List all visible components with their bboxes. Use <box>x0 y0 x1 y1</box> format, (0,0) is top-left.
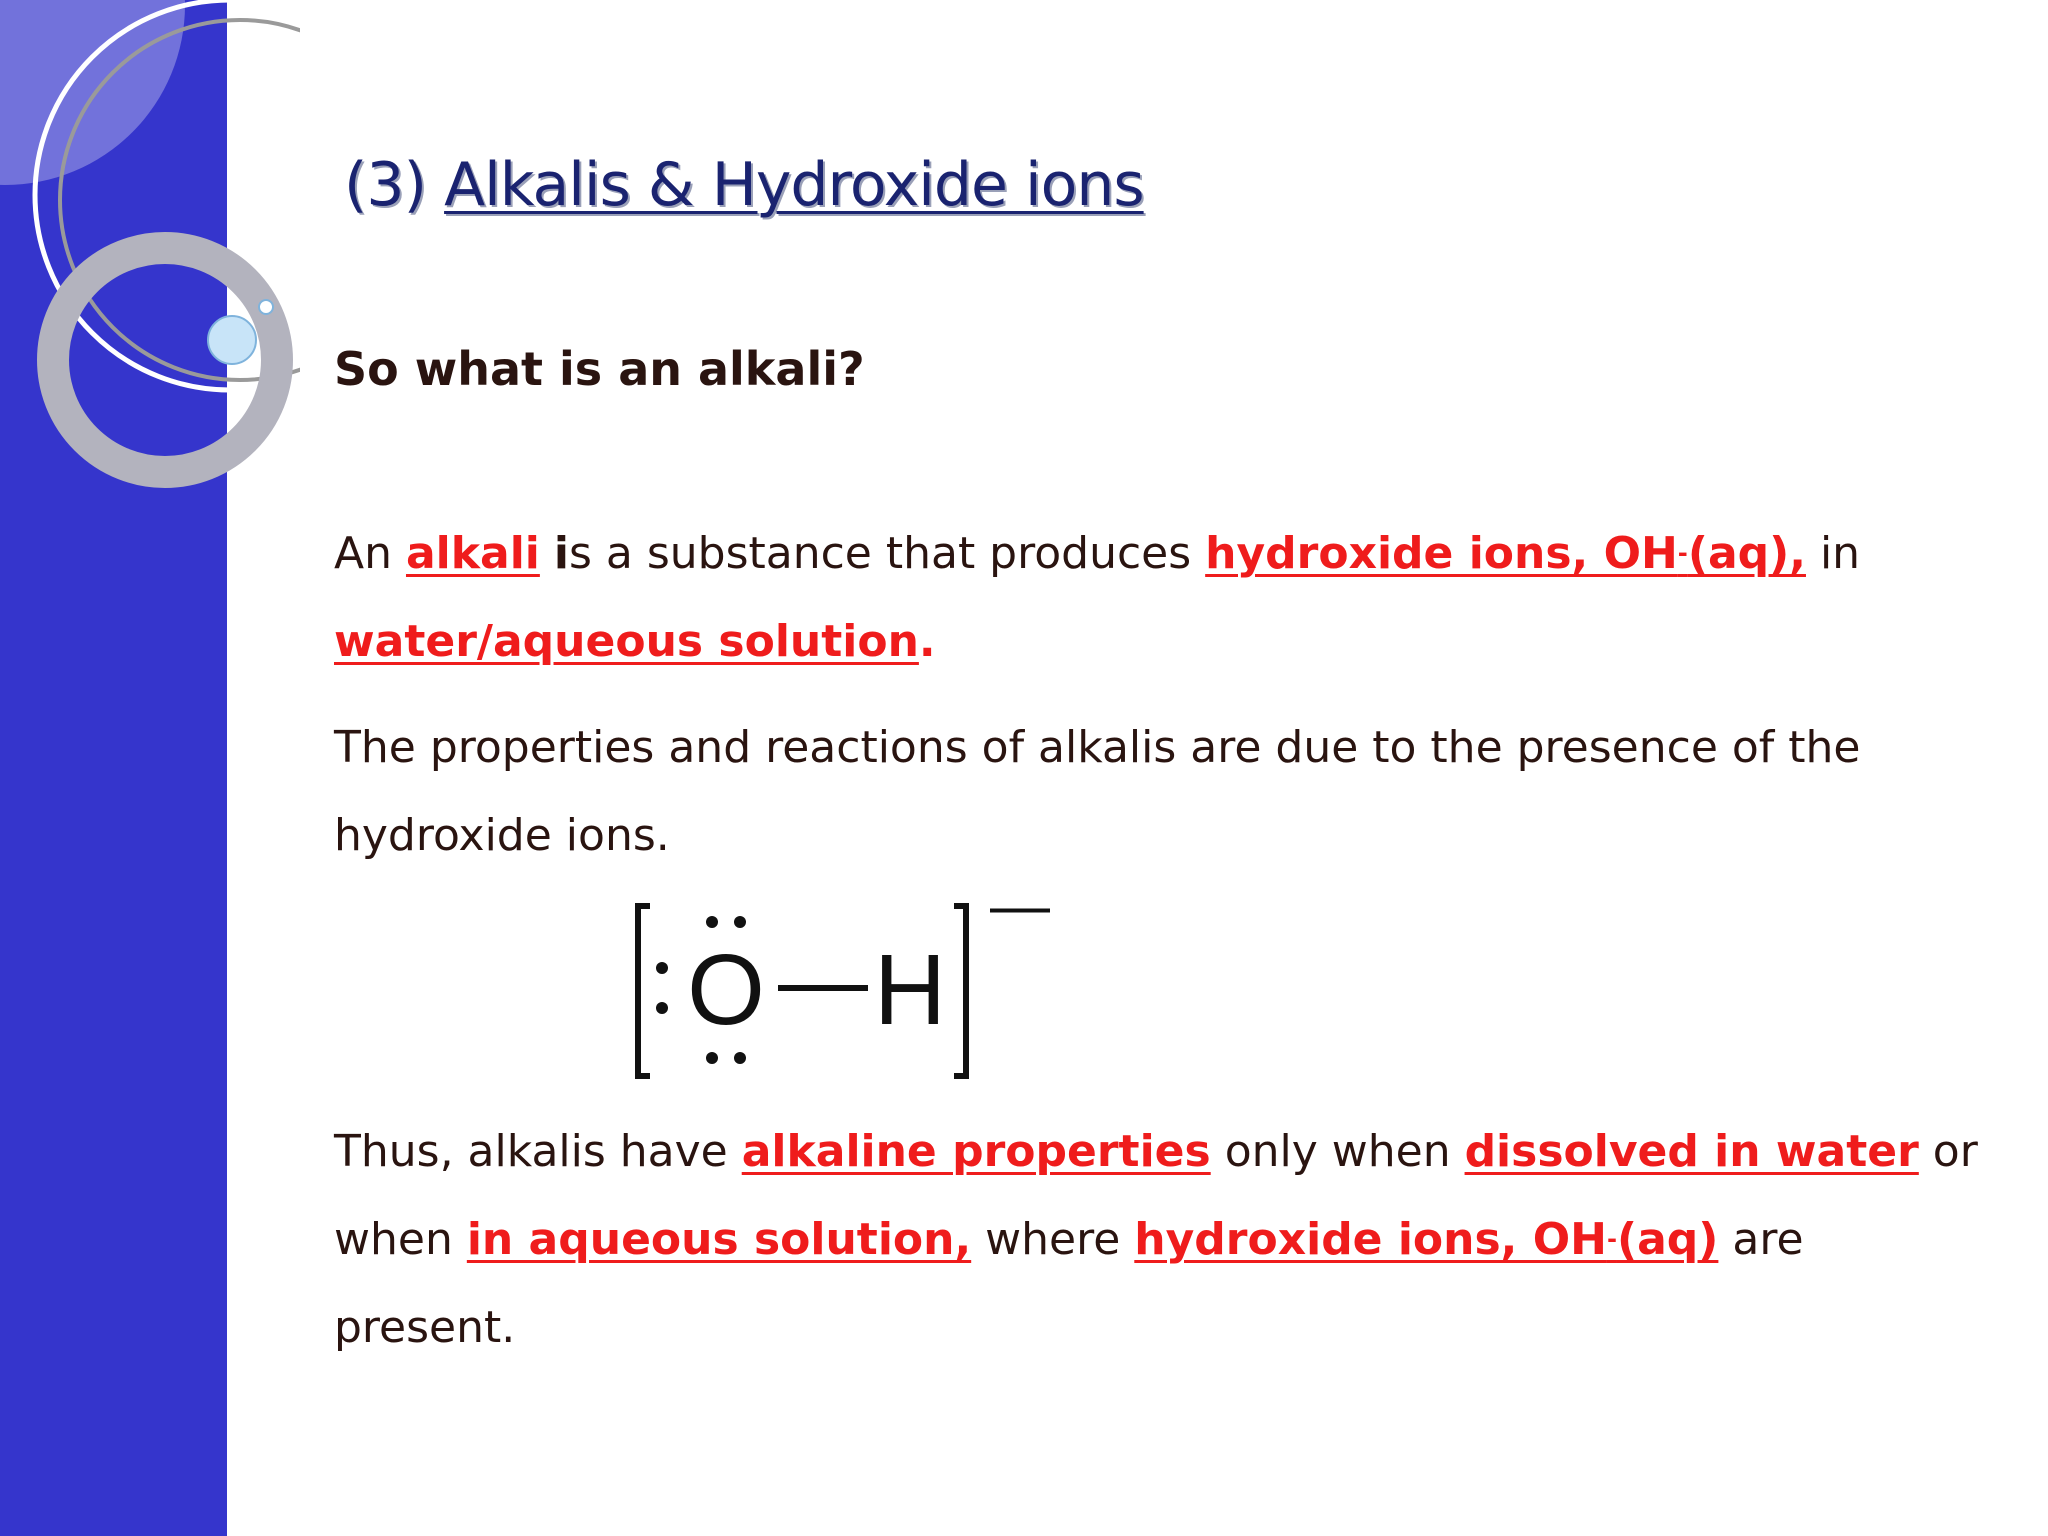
text-run: (aq), <box>1687 528 1806 579</box>
text-run: (aq) <box>1616 1214 1719 1265</box>
left-bracket <box>638 906 650 1076</box>
term-hydroxide-ions-aq <box>1134 1214 1718 1265</box>
bubble-small <box>259 300 273 314</box>
right-bracket <box>954 906 966 1076</box>
text-run: An <box>334 528 406 579</box>
term-dissolved-in-water: dissolved in water <box>1464 1126 1919 1177</box>
superscript-charge: - <box>1606 1224 1617 1253</box>
term-alkaline-properties: alkaline properties <box>741 1126 1211 1177</box>
conclusion-paragraph <box>334 1108 1984 1372</box>
properties-paragraph: The properties and reactions of alkalis are due to the presence of the hydroxide ions. <box>334 722 1861 861</box>
negative-charge: — <box>990 896 1050 939</box>
term-in-aqueous-solution: in aqueous solution, <box>466 1214 972 1265</box>
text-run: hydroxide ions, OH <box>1205 528 1678 579</box>
question-heading: So what is an alkali? <box>334 342 865 396</box>
superscript-charge: - <box>1677 538 1688 567</box>
sidebar-band <box>0 0 227 1536</box>
text-run: i <box>553 528 569 579</box>
hydrogen-atom: H <box>873 934 947 1046</box>
text-run: s a substance that produces <box>568 528 1206 579</box>
definition-paragraph <box>334 510 1984 686</box>
hydroxide-lewis-structure <box>628 896 1058 1086</box>
text-run: hydroxide ions, OH <box>1134 1214 1607 1265</box>
lone-pair-dot <box>734 916 746 928</box>
lone-pair-dot <box>656 1002 668 1014</box>
term-aqueous-solution: water/aqueous solution <box>334 616 919 667</box>
slide-title <box>344 150 1144 220</box>
text-run: or when <box>334 1126 1978 1265</box>
term-alkali: alkali <box>405 528 540 579</box>
oxygen-atom: O <box>687 934 765 1046</box>
text-run: Thus, alkalis have <box>334 1126 742 1177</box>
text-run: . <box>918 616 936 667</box>
term-hydroxide-ions <box>1205 528 1806 579</box>
title-text: Alkalis & Hydroxide ions <box>444 150 1144 220</box>
text-run: are present. <box>334 1214 1804 1353</box>
text-run: only when <box>1210 1126 1465 1177</box>
text-run: in <box>1805 528 1861 579</box>
lone-pair-dot <box>706 916 718 928</box>
lone-pair-dot <box>706 1052 718 1064</box>
lone-pair-dot <box>734 1052 746 1064</box>
text-run: where <box>971 1214 1135 1265</box>
title-number: (3) <box>344 150 426 220</box>
lone-pair-dot <box>656 962 668 974</box>
